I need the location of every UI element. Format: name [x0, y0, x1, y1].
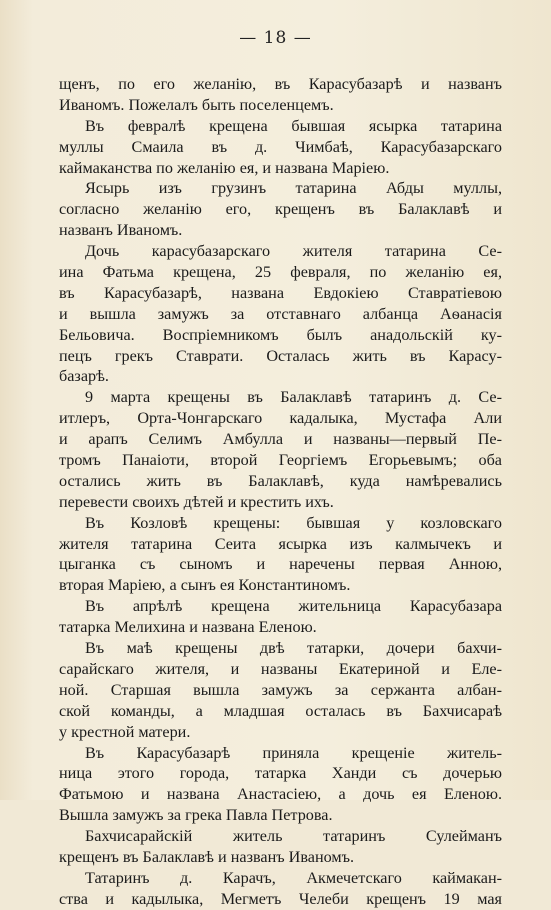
text-line: муллы Смаила въ д. Чимбаѣ, Карасубазарскаго: [59, 137, 502, 156]
text-line: крещенъ въ Балаклавѣ и названъ Иваномъ.: [59, 847, 355, 866]
text-line: ства и кадылыка, Мегметъ Челеби крещенъ 19 мая: [59, 889, 502, 908]
text-line: остались жить въ Балаклавѣ, куда намѣревались: [59, 471, 502, 490]
text-line: у крестной матери.: [59, 722, 191, 741]
text-line: Фатьмою и названа Анастасіею, а дочь ея Еленою.: [59, 785, 502, 804]
text-line: тромъ Панаіоти, второй Георгіемъ Егорьевымъ; оба: [59, 451, 502, 470]
text-line: названъ Иваномъ.: [59, 221, 183, 240]
text-line: пецъ грекъ Ставрати. Осталась жить въ Карасу-: [59, 346, 502, 365]
text-line: сарайскаго жителя, и названы Екатериной и Еле-: [59, 659, 502, 678]
text-line: Въ маѣ крещены двѣ татарки, дочери бахчи-: [85, 639, 502, 658]
text-line: Въ Козловѣ крещены: бывшая у козловскаго: [85, 513, 502, 532]
text-line: и вышла замужъ за отставнаго албанца Аѳанасія: [59, 304, 502, 323]
text-line: базарѣ.: [59, 367, 109, 386]
text-line: Дочь карасубазарскаго жителя татарина Се-: [85, 242, 502, 261]
text-line: цыганка съ сыномъ и наречены первая Анною,: [59, 555, 502, 574]
body-text: [59, 74, 502, 910]
text-line: Вышла замужъ за грека Павла Петрова.: [59, 806, 333, 825]
text-line: каймаканства по желанію ея, и названа Маріею.: [59, 158, 390, 177]
text-line: щенъ, по его желанію, въ Карасубазарѣ и названъ: [59, 75, 502, 93]
text-line: Татаринъ д. Карачъ, Акмечетскаго каймакан-: [85, 868, 502, 887]
text-line: 9 марта крещены въ Балаклавѣ татаринъ д. Се-: [85, 388, 502, 407]
text-line: перевести своихъ дѣтей и крестить ихъ.: [59, 492, 334, 511]
text-line: Въ февралѣ крещена бывшая ясырка татарина: [85, 116, 502, 135]
text-line: Ясырь изъ грузинъ татарина Абды муллы,: [85, 179, 502, 198]
text-line: въ Карасубазарѣ, названа Евдокіею Ставратіевою: [59, 283, 502, 302]
text-line: Въ апрѣлѣ крещена жительница Карасубазара: [85, 597, 502, 616]
text-line: Въ Карасубазарѣ приняла крещеніе житель-: [85, 743, 502, 762]
text-line: ской команды, а младшая осталась въ Бахчисараѣ: [59, 701, 502, 720]
text-line: вторая Маріею, а сынъ ея Константиномъ.: [59, 576, 351, 595]
text-line: татарка Мелихина и названа Еленою.: [59, 618, 317, 637]
text-line: и арапъ Селимъ Амбулла и названы—первый Пе-: [59, 430, 502, 449]
text-line: ница этого города, татарка Ханди съ дочерью: [59, 764, 502, 783]
page-number: — 18 —: [239, 28, 312, 48]
text-line: Иваномъ. Пожелалъ быть поселенцемъ.: [59, 95, 334, 114]
text-line: итлеръ, Орта-Чонгарскаго кадалыка, Мустафа Али: [59, 409, 502, 428]
text-line: жителя татарина Сеита ясырка изъ калмычекъ и: [59, 534, 502, 553]
text-line: ной. Старшая вышла замужъ за сержанта албан-: [59, 680, 502, 699]
text-line: Бельовича. Воспріемникомъ былъ анадольскій ку-: [59, 325, 502, 344]
text-line: Бахчисарайскій житель татаринъ Сулейманъ: [85, 827, 502, 846]
text-line: ина Фатьма крещена, 25 февраля, по желанію ея,: [59, 263, 502, 282]
text-line: согласно желанію его, крещенъ въ Балаклавѣ и: [59, 200, 502, 219]
